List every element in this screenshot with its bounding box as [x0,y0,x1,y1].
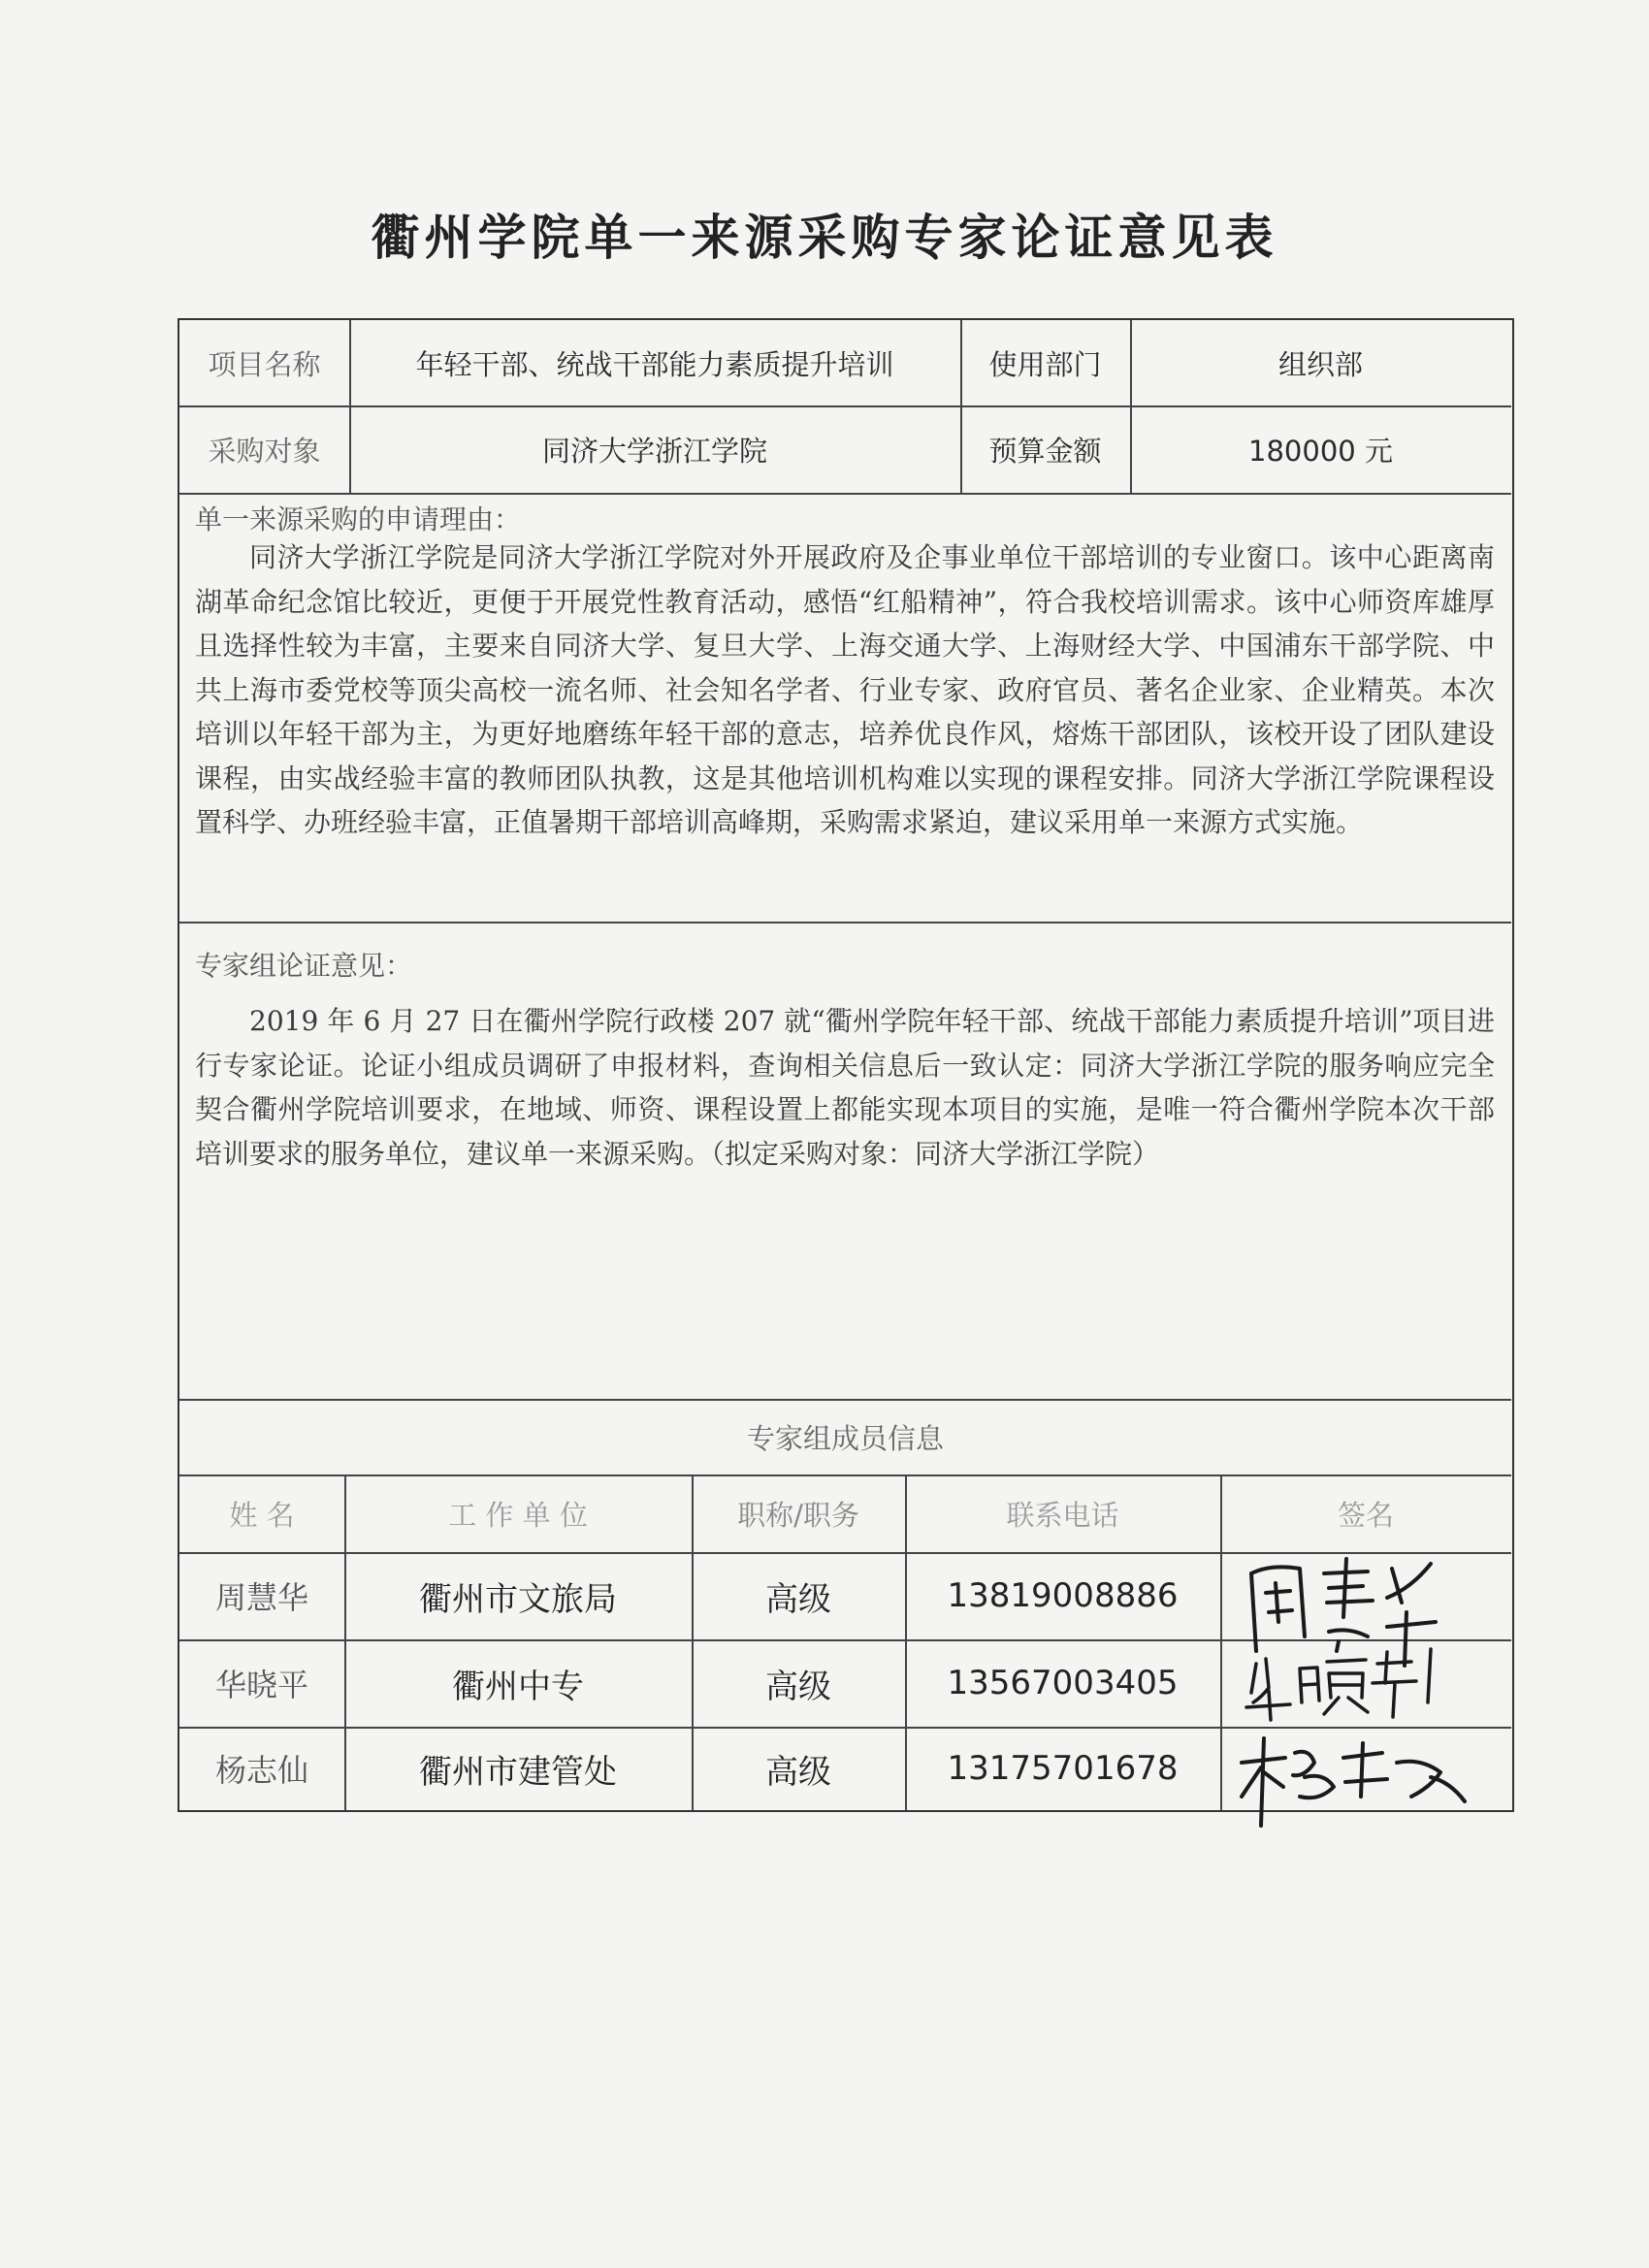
opinion-body: 2019 年 6 月 27 日在衢州学院行政楼 207 就“衢州学院年轻干部、统战干部能力素质提升培训”项目进行专家论证。论证小组成员调研了申报材料，查询相关信息后一致认定：同济大学浙江学院的服务响应完全契合衢州学院培训要求，在地域、师资、课程设置上都能实现本项目的实施，是唯一符合衢州学院本次干部培训要求的服务单位，建议单一来源采购。（拟定采购对象：同济大学浙江学院） [195,1005,1495,1170]
reason-heading: 单一来源采购的申请理由： [195,503,522,535]
member-name: 杨志仙 [214,1752,308,1789]
member-title: 高级 [765,1579,831,1619]
reason-body: 同济大学浙江学院是同济大学浙江学院对外开展政府及企事业单位干部培训的专业窗口。该中心距离南湖革命纪念馆比较近，更便于开展党性教育活动，感悟“红船精神”，符合我校培训需求。该中心师资库雄厚且选择性较为丰富，主要来自同济大学、复旦大学、上海交通大学、上海财经大学、中国浦东干部学院、中共上海市委党校等顶尖高校一流名师、社会知名学者、行业专家、政府官员、著名企业家、企业精英。本次培训以年轻干部为主，为更好地磨练年轻干部的意志，培养优良作风，熔炼干部团队，该校开设了团队建设课程，由实战经验丰富的教师团队执教，这是其他培训机构难以实现的课程安排。同济大学浙江学院课程设置科学、办班经验丰富，正值暑期干部培训高峰期，采购需求紧迫，建议采用单一来源方式实施。 [195,541,1495,838]
member-unit: 衢州中专 [452,1667,584,1706]
signature-image [1237,1729,1470,1835]
target-value: 同济大学浙江学院 [541,434,767,468]
row-divider [179,493,1511,495]
member-name: 周慧华 [214,1579,308,1616]
dept-label: 使用部门 [988,347,1102,381]
member-unit: 衢州市建管处 [419,1752,617,1792]
member-phone: 13819008886 [947,1576,1179,1615]
project-name-value: 年轻干部、统战干部能力素质提升培训 [415,347,894,381]
opinion-heading: 专家组论证意见： [195,950,413,982]
member-title: 高级 [765,1752,831,1792]
col-header-signature: 签名 [1337,1498,1394,1532]
col-header-phone: 联系电话 [1006,1498,1119,1532]
page-title: 衢州学院单一来源采购专家论证意见表 [371,209,1278,266]
project-name-label: 项目名称 [208,347,321,381]
budget-label: 预算金额 [988,434,1102,468]
budget-value: 180000 元 [1248,434,1393,468]
col-header-name: 姓 名 [229,1498,295,1532]
member-unit: 衢州市文旅局 [419,1579,617,1619]
col-header-title: 职称/职务 [737,1498,859,1532]
target-label: 采购对象 [208,434,321,468]
dept-value: 组织部 [1277,347,1363,381]
member-phone: 13175701678 [947,1749,1179,1788]
row-divider [179,922,1511,923]
member-name: 华晓平 [214,1667,308,1703]
col-header-unit: 工 作 单 位 [448,1498,588,1532]
member-phone: 13567003405 [947,1664,1179,1702]
signature-image [1242,1644,1436,1722]
member-title: 高级 [765,1667,831,1706]
members-heading: 专家组成员信息 [746,1421,944,1455]
form-table [178,318,1514,1812]
